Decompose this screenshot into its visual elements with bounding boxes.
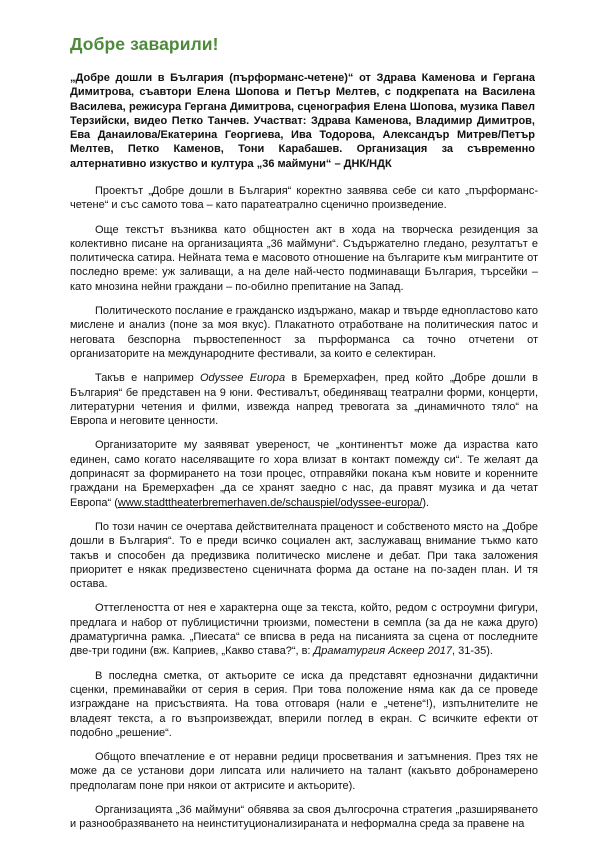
production-credits: „Добре дошли в България (пърформанс-четене)“ от Здрава Каменова и Гергана Димитрова, съавтори Елена Шопова и Петър Мелтев, с подкрепата на Василена Василева, режисура Гергана Димитрова, сценография Елена Шопова, музика Павел Терзийски, видео Петко Танчев. Участват: Здрава Каменова, Владимир Димитров, Ева Данаилова/Екатерина Георгиева, Ива Тодорова, Александър Митрев/Петър Мелтев, Петко Каменов, Тони Карабашев. Организация за съвременно алтернативно изкуство и култура „36 маймуни“ – ДНК/НДК	[70, 72, 535, 170]
paragraph-7-after: , 31-35).	[452, 645, 493, 658]
paragraph-7	[70, 601, 538, 658]
paragraph-1: Проектът „Добре дошли в България“ коректно заявява себе си като „пърформанс-четене“ и със самото това – като паратеатрално сценично произведение.	[70, 185, 538, 212]
paragraph-9: Общото впечатление е от неравни редици просветвания и затъмнения. През тях не може да се установи дори липсата или наличието на талант (какъвто добронамерено предполагам поне при някои от актрисите и актьорите).	[70, 751, 538, 792]
journal-reference: Драматургия Аскеер 2017	[313, 645, 452, 658]
paragraph-10: Организацията „36 маймуни“ обявява за своя дългосрочна стратегия „разширяването и разнообразяването на неинституционализираната и неформална среда за правене на	[70, 803, 538, 831]
paragraph-3: Политическото послание е гражданско издържано, макар и твърде еднопластово като мислене и анализ (поне за моя вкус). Плакатното отработване на политическия патос и неговата безспорна първостепенност за пърформанса са точно отчетени от организаторите на международните фестивали, за които е селектиран.	[70, 305, 538, 360]
festival-link[interactable]: www.stadttheaterbremerhaven.de/schauspiel/odyssee-europa/	[117, 496, 423, 509]
paragraph-2: Още текстът възниква като общностен акт в хода на творческа резиденция за колективно писане на организацията „36 маймуни“. Съдържателно гледано, резултатът е политическа сатира. Нейната тема е масовото отношение на българите към мигрантите от последно време: уж заливащи, а на деле най-често подминаващи България, търсейки – като мнозина нейни граждани – по-обилно препитание на Запад.	[70, 223, 538, 293]
paragraph-5	[70, 438, 538, 509]
paragraph-5-text: Организаторите му заявяват увереност, че „континентът може да израства като единен, само когато населяващите го хора влизат в контакт помежду си“. Те желаят да допринасят за формирането на този процес, отправяйки покана към новите и коренните граждани на Бремерхафен „да се хранят заедно с нас, да правят музика и да четат Европа“ (	[70, 439, 538, 509]
paragraph-4-before: Такъв е например	[95, 372, 200, 385]
paragraph-4	[70, 371, 538, 428]
paragraph-4-after: в Бремерхафен, пред който „Добре дошли в България“ бе представен на 9 юни. Фестивалът, обединяващ театрални форми, концерти, литературни четения и филми, извежда напред тревогата за „динамичното тяло“ на Европа и неговите ценности.	[70, 372, 539, 428]
review-body	[70, 184, 538, 842]
festival-name: Odyssee Europa	[200, 372, 286, 385]
paragraph-7-before: Оттеглеността от нея е характерна още за текста, който, редом с остроумни фигури, предлага и набор от публицистични трюизми, поместени в семпла (за да не кажа друго) драматургична рамка. „Пиесата“ се вписва в реда на писанията за сцена от последните две-три години (вж. Каприев, „Какво става?“, в:	[70, 602, 538, 658]
page-title: Добре заварили!	[70, 34, 219, 54]
paragraph-6: По този начин се очертава действителната праценост и собственото място на „Добре дошли в България“. То е преди всичко социален акт, заслужаващ внимание тъкмо като такъв и способен да предизвика политическо мислене и дебат. При така заложения приоритет е някак предизвестено сценичната форма да остане на по-заден план. И тя остава.	[70, 520, 538, 591]
paragraph-5-close: ).	[422, 496, 430, 509]
paragraph-8: В последна сметка, от актьорите се иска да представят еднозначни дидактични сценки, преминавайки от серия в серия. При това положение няма как да се проведе изграждане на присъствията. На това отговаря (нали е „четене“!), изпълнителите не владеят текста, а го възпроизвеждат, вперили поглед в екран. С всичките ефекти от подобно „решение“.	[70, 669, 538, 739]
